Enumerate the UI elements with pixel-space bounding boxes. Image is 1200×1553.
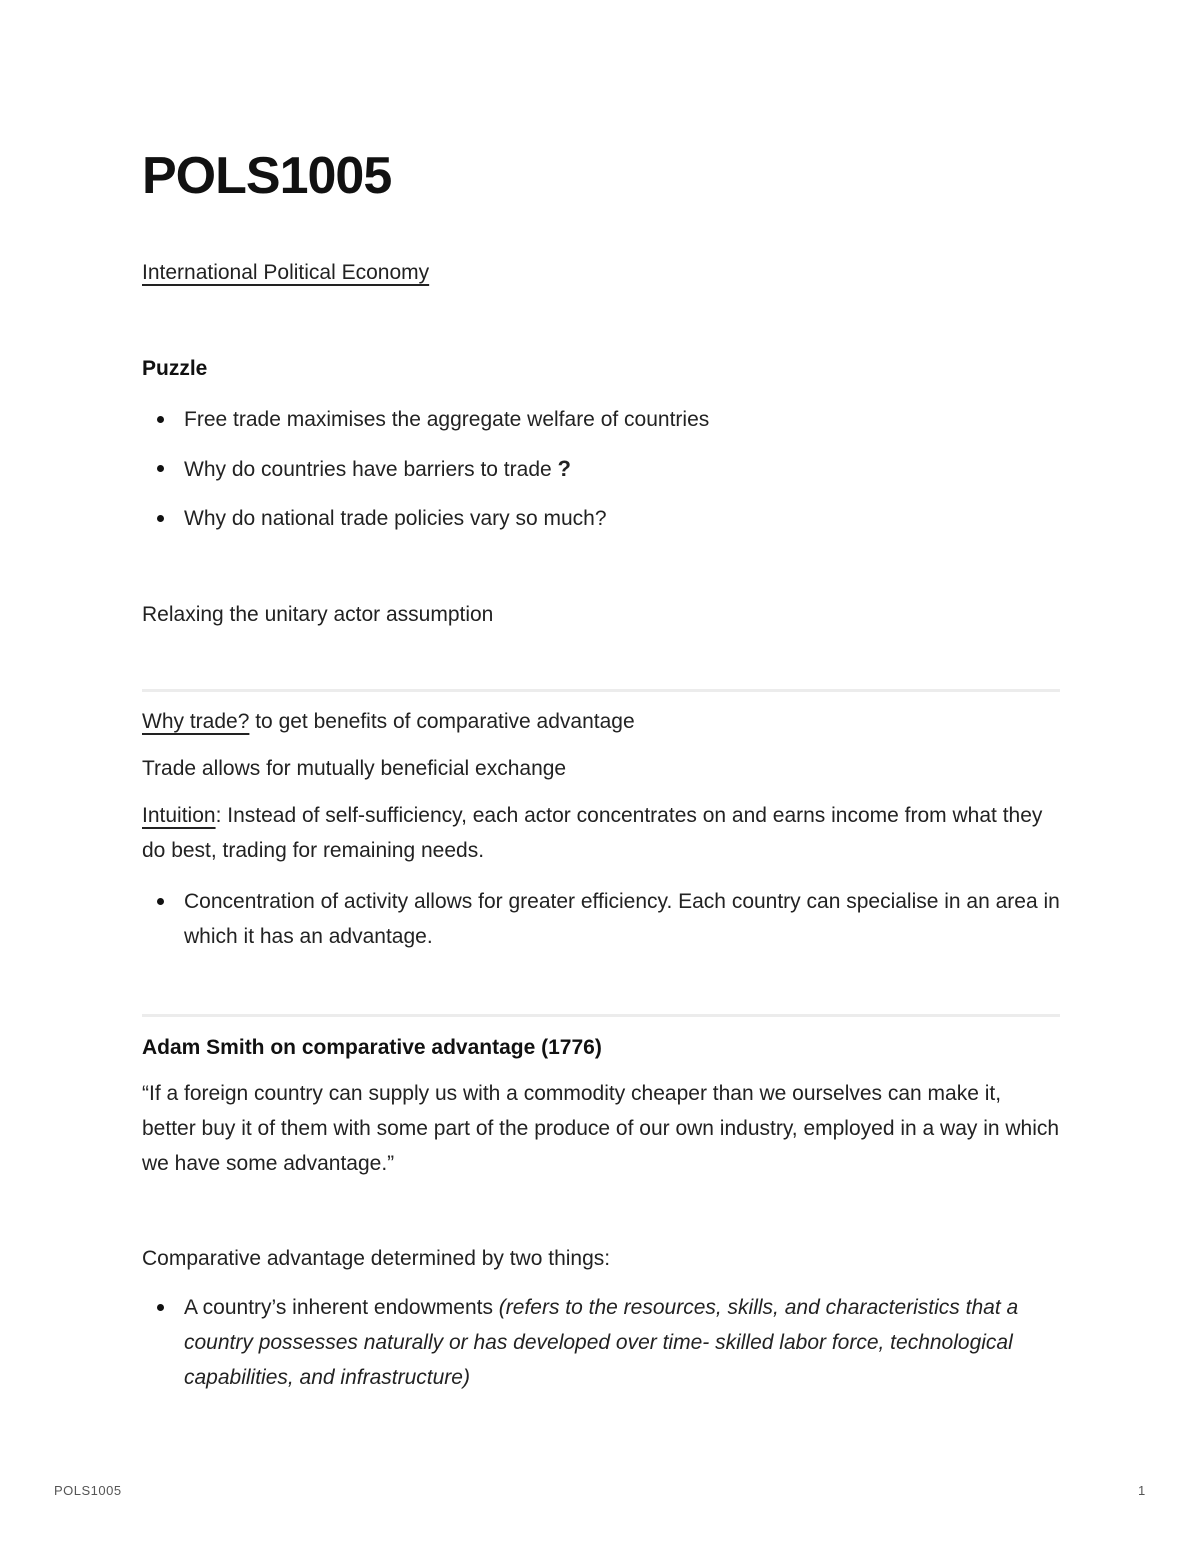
trade-allows-line: Trade allows for mutually beneficial exchange [142,757,567,780]
list-item-text: Free trade maximises the aggregate welfare of countries [184,408,710,431]
comparative-intro: Comparative advantage determined by two things: [142,1247,611,1270]
bullet-icon [157,898,164,905]
list-item-text: Why do national trade policies vary so much? [184,507,607,530]
footer-course-code: POLS1005 [54,1483,122,1498]
why-trade-list [142,884,1060,954]
adam-smith-section [142,1030,1060,1181]
list-item [142,1290,1060,1395]
bullet-icon [157,1304,164,1311]
bullet-icon [157,416,164,423]
intuition-paragraph [142,798,1060,868]
list-item-text: Concentration of activity allows for greater efficiency. Each country can specialise in an area in which it has an advantage. [184,890,1060,948]
why-trade-line [142,704,1060,739]
adam-smith-heading: Adam Smith on comparative advantage (1776) [142,1036,602,1059]
divider [142,689,1060,692]
list-item-text: Why do countries have barriers to trade [184,458,552,481]
why-trade-label: Why trade? [142,710,250,733]
list-item [142,451,1060,487]
list-item [142,884,1060,954]
why-trade-rest: to get benefits of comparative advantage [249,710,635,733]
puzzle-list [142,402,1060,536]
list-item [142,402,1060,437]
page-subtitle: International Political Economy [142,261,430,284]
intuition-label: Intuition [142,804,216,827]
adam-smith-quote: “If a foreign country can supply us with a commodity cheaper than we ourselves can make it, better buy it of them with some part of the produce of our own industry, employed in a way in which we have some advantage.” [142,1082,1060,1175]
comparative-list [142,1290,1060,1395]
puzzle-section [142,357,1060,381]
list-item-note: (refers to the resources, skills, and characteristics that a country possesses naturally or has developed over time- skilled labor force, technological capabilities, and infrastructure) [184,1296,1019,1389]
why-trade-section [142,704,1060,954]
relaxing-text: Relaxing the unitary actor assumption [142,603,494,626]
list-item-text: A country’s inherent endowments [184,1296,499,1319]
page-title: POLS1005 [142,147,392,205]
intuition-text: : Instead of self-sufficiency, each actor concentrates on and earns income from what they do best, trading for remaining needs. [142,804,1043,862]
divider [142,1014,1060,1017]
puzzle-heading: Puzzle [142,357,208,380]
footer-page-number: 1 [1138,1483,1146,1498]
list-item [142,501,1060,536]
comparative-section [142,1241,1060,1395]
question-mark: ? [557,456,571,481]
bullet-icon [157,465,164,472]
bullet-icon [157,515,164,522]
